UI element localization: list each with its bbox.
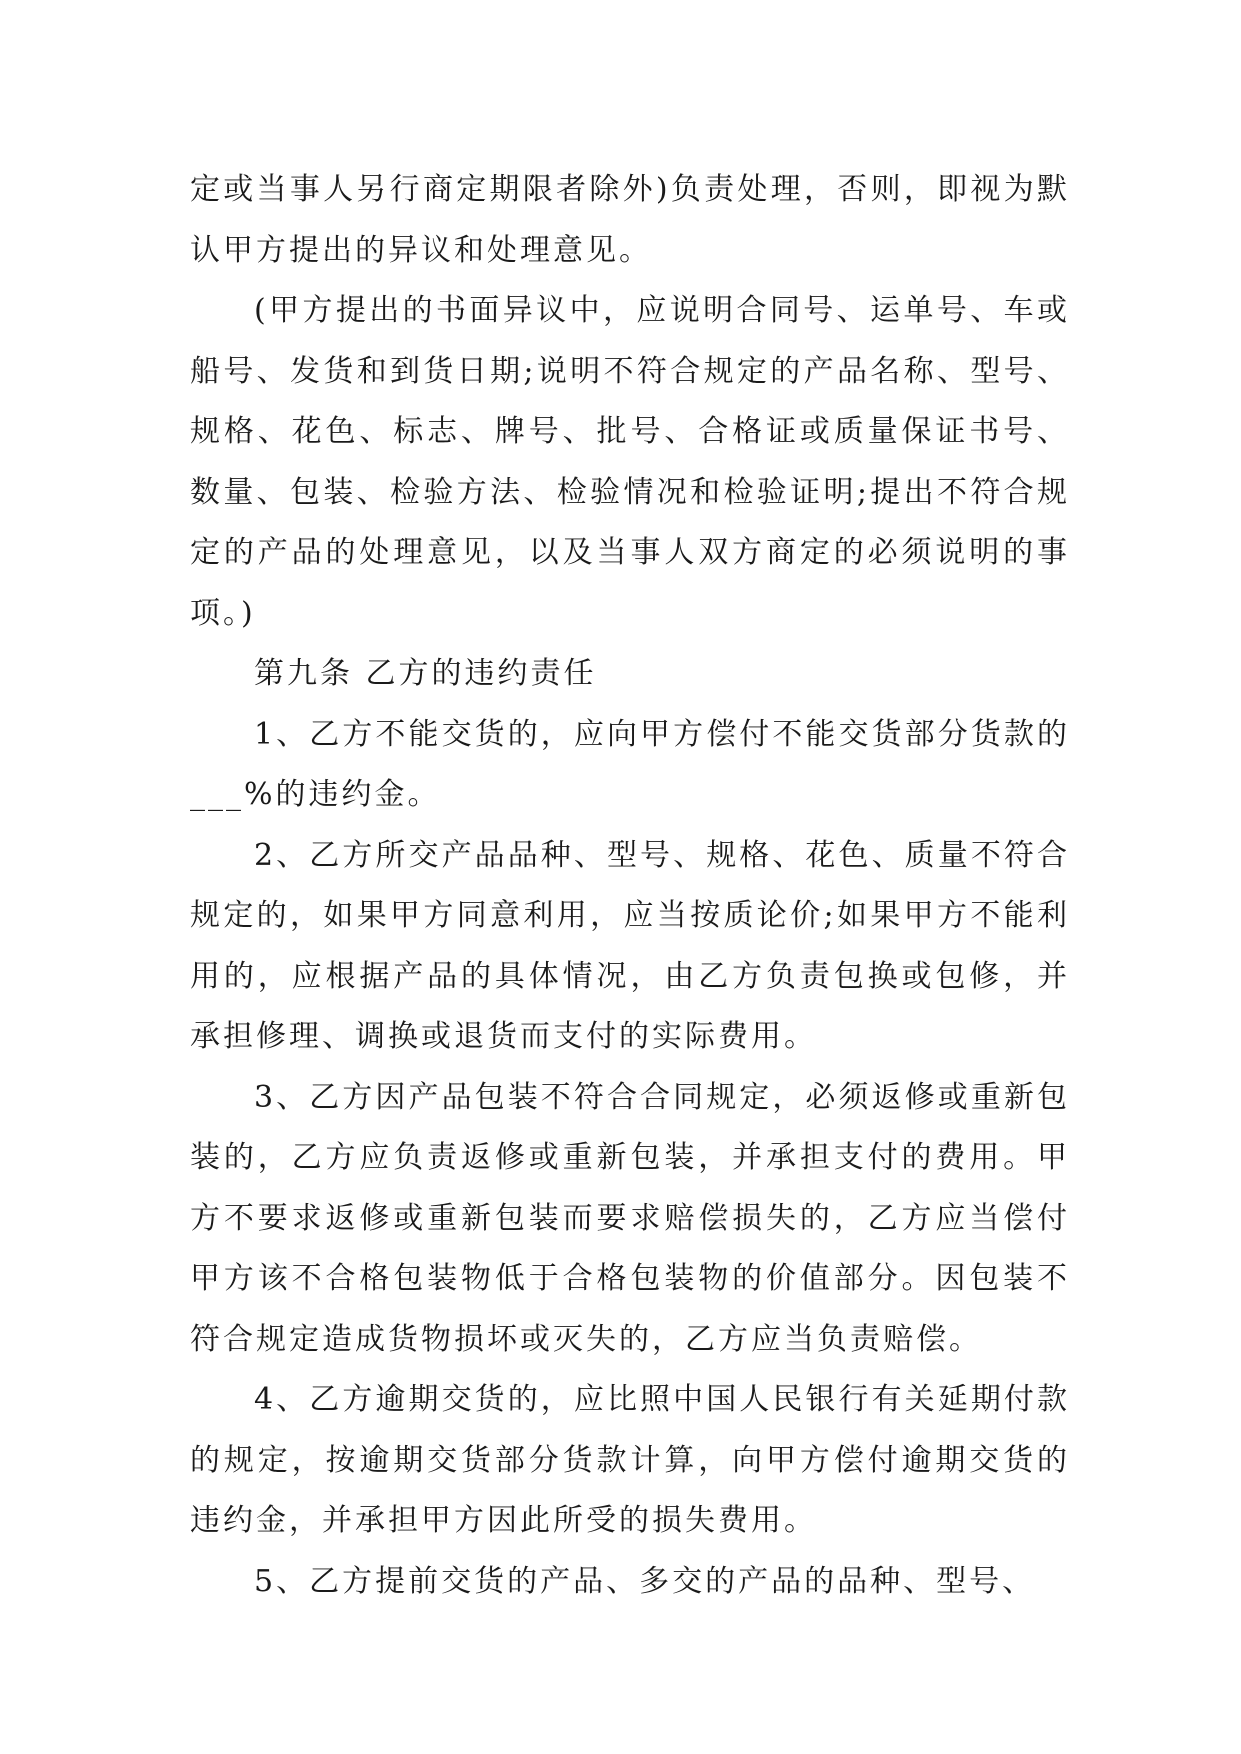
section-heading-article-9: 第九条 乙方的违约责任 — [254, 656, 597, 691]
clause-3: 3、乙方因产品包装不符合合同规定，必须返修或重新包装的，乙方应负责返修或重新包装，并承担支付的费用。甲方不要求返修或重新包装而要求赔偿损失的，乙方应当偿付甲方该不合格包装物低于合格包装物的价值部分。因包装不符合规定造成货物损坏或灭失的，乙方应当负责赔偿。 — [190, 1079, 1070, 1357]
paragraph-continuation: 定或当事人另行商定期限者除外)负责处理，否则，即视为默认甲方提出的异议和处理意见。 — [190, 172, 1070, 268]
clause-1: 1、乙方不能交货的，应向甲方偿付不能交货部分货款的___%的违约金。 — [190, 716, 1070, 812]
paragraph-objection-details: (甲方提出的书面异议中，应说明合同号、运单号、车或船号、发货和到货日期;说明不符合规定的产品名称、型号、规格、花色、标志、牌号、批号、合格证或质量保证书号、数量、包装、检验方法、检验情况和检验证明;提出不符合规定的产品的处理意见，以及当事人双方商定的必须说明的事项。) — [190, 293, 1070, 631]
clause-5: 5、乙方提前交货的产品、多交的产品的品种、型号、 — [254, 1563, 1036, 1599]
document-page — [190, 160, 1070, 1612]
clause-4: 4、乙方逾期交货的，应比照中国人民银行有关延期付款的规定，按逾期交货部分货款计算，向甲方偿付逾期交货的违约金，并承担甲方因此所受的损失费用。 — [190, 1382, 1070, 1538]
clause-2: 2、乙方所交产品品种、型号、规格、花色、质量不符合规定的，如果甲方同意利用，应当按质论价;如果甲方不能利用的，应根据产品的具体情况，由乙方负责包换或包修，并承担修理、调换或退货而支付的实际费用。 — [190, 837, 1070, 1054]
